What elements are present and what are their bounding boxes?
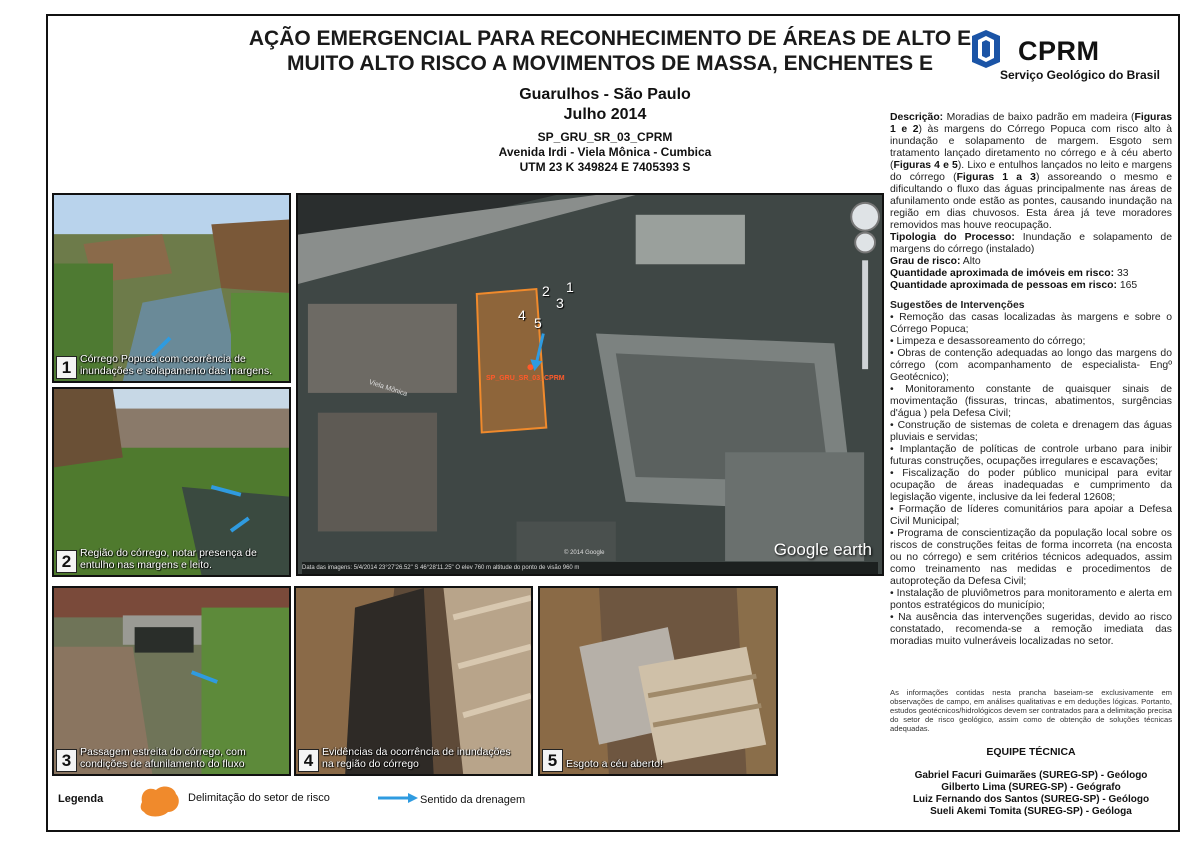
location-city: Guarulhos - São Paulo [519,86,691,103]
suggestion-item: • Monitoramento constante de quaisquer sinais de movimentação (fissuras, trincas, abatimentos, surgências d'água ) pela Defesa Civil; [890,384,1172,419]
team-member: Luiz Fernando dos Santos (SUREG-SP) - Geólogo [912,794,1150,805]
photo-5-scene [540,588,776,774]
disclaimer: As informações contidas nesta prancha baseiam-se exclusivamente em observações de campo, em análises qualitativas e em deduções lógicas. Portanto, estudos geotécnicos/hidrológicos devem ser contratados para a delimitação precisa do setor de risco geológico, assim como de obtenção de soluções técnicas adequadas. [890,688,1172,733]
satellite-map[interactable] [296,193,884,576]
street-label: Viela Mônica [367,378,409,399]
suggestion-item: • Limpeza e desassoreamento do córrego; [890,336,1086,347]
suggestion-item: • Fiscalização do poder público municipal para evitar ocupação de áreas inadequadas e cumprimento da legislação vigente, inclusive da lei federal 12608; [890,468,1172,503]
logo-subtitle: Serviço Geológico do Brasil [999,68,1160,82]
photo-1-number: 1 [56,356,77,379]
description-part-4: ) assoreando o mesmo e dificultando o fluxo das águas principalmente nas áreas de afunilamento onde estão as pontes, causando inundação na região em dias chuvosos. Esta área já teve moradores removidos mas houve reocupação. [890,172,1172,231]
map-label-2: 2 [542,283,550,299]
logo-text: CPRM [1018,36,1100,66]
map-label-1: 1 [566,279,574,295]
map-copyright: © 2014 Google [564,550,605,556]
grau-label: Grau de risco: [890,256,961,267]
team-member: Sueli Akemi Tomita (SUREG-SP) - Geóloga [930,806,1132,817]
suggestion-item: • Na ausência das intervenções sugeridas, devido ao risco constatado, recomenda-se a remoção imediata das moradias muito vulneráveis localizadas no setor. [890,612,1172,647]
photo-3-number: 3 [56,749,77,772]
tipologia-value: Inundação e solapamento de margens do córrego (instalado) [890,232,1172,255]
description-part-3: ). Lixo e entulhos lançados no leito e margens do córrego ( [890,160,1173,183]
grau-risco [890,256,1172,268]
grau-value: Alto [960,256,981,267]
suggestion-item: • Instalação de pluviômetros para monitoramento e alerta em pontos estratégicos do município; [890,588,1172,611]
suggestions-title: Sugestões de Intervenções [890,300,1025,311]
team-member: Gilberto Lima (SUREG-SP) - Geógrafo [941,782,1121,793]
map-label-3: 3 [556,295,564,311]
description-panel [890,112,1172,648]
photo-4-number: 4 [298,749,319,772]
legend-title: Legenda [58,793,104,805]
sector-code: SP_GRU_SR_03_CPRM [537,130,673,144]
pessoas-value: 165 [1116,280,1138,291]
suggestion-item: • Implantação de políticas de controle urbano para inibir futuras construções, ocupações irregulares e escavações; [890,444,1172,467]
team-member: Gabriel Facuri Guimarães (SUREG-SP) - Geólogo [914,770,1148,781]
imoveis-value: 33 [1114,268,1129,279]
photo-4-caption: Evidências da ocorrência de inundações na região do córrego [322,746,511,770]
tipologia [890,232,1172,256]
drainage-arrow-icon [378,792,418,804]
utm-coordinates: UTM 23 K 349824 E 7405393 S [519,160,691,174]
description-part-2: ) às margens do Córrego Popuca com risco alto à inundação e solapamento de margem. Esgoto sem tratamento lançado diretamento no córrego e à céu aberto ( [890,124,1172,171]
photo-4 [294,586,533,776]
risk-sector-shape-icon [138,782,182,820]
location-date: Julho 2014 [563,106,647,123]
pessoas-label: Quantidade aproximada de pessoas em risco: [890,280,1117,291]
photo-5-caption: Esgoto a céu aberto! [566,758,663,770]
team-list [890,770,1172,818]
photo-1-caption: Córrego Popuca com ocorrência de inundações e solapamento das margens. [80,353,273,377]
suggestion-item: • Remoção das casas localizadas às margens e sobre o Córrego Popuca; [890,312,1172,335]
pessoas-risco [890,280,1172,292]
page-title [240,26,980,76]
figures-4-5-ref: Figuras 4 e 5 [893,160,958,171]
suggestion-item: • Formação de líderes comunitários para apoiar a Defesa Civil Municipal; [890,504,1172,527]
team-title: EQUIPE TÉCNICA [986,746,1076,758]
suggestion-item: • Construção de sistemas de coleta e drenagem das águas pluviais e servidas; [890,420,1172,443]
photo-3-caption: Passagem estreita do córrego, com condições de afunilamento do fluxo [80,746,246,770]
description-label: Descrição: [890,112,944,123]
photo-2-number: 2 [56,550,77,573]
sector-code-label: SP_GRU_SR_03_CPRM [486,375,565,382]
description-text [890,112,1172,232]
title-line-1: AÇÃO EMERGENCIAL PARA RECONHECIMENTO DE ÁREAS DE ALTO E [248,27,972,50]
location-address: Avenida Irdi - Viela Mônica - Cumbica [498,145,712,159]
imoveis-risco [890,268,1172,280]
title-line-2: MUITO ALTO RISCO A MOVIMENTOS DE MASSA, ENCHENTES E [287,52,933,75]
map-label-4: 4 [518,307,526,323]
legend-sector-label: Delimitação do setor de risco [188,792,330,804]
map-attribution: Data das imagens: 5/4/2014 23°27'26.52" S 46°28'11.25" O elev 760 m altitude do ponto de visão 960 m [302,562,878,574]
legend-drainage-label: Sentido da drenagem [420,794,526,806]
figures-1-3-ref: Figuras 1 a 3 [956,172,1036,183]
photo-5-number: 5 [542,749,563,772]
description-part-1: Moradias de baixo padrão em madeira ( [943,112,1135,123]
photo-5 [538,586,778,776]
figures-1-2-ref: Figuras 1 e 2 [890,112,1172,135]
map-label-5: 5 [534,315,542,331]
photo-2-caption: Região do córrego, notar presença de entulho nas margens e leito. [80,547,257,571]
photo-3 [52,586,291,776]
imoveis-label: Quantidade aproximada de imóveis em risco: [890,268,1115,279]
suggestions-list [890,312,1172,648]
photo-1 [52,193,291,383]
photo-2 [52,387,291,577]
tipologia-label: Tipologia do Processo: [890,232,1015,243]
google-earth-logo: Google earth [773,540,872,559]
suggestion-item: • Obras de contenção adequadas ao longo das margens do córrego (com acompanhamento de especialista- Engº Geotécnico); [890,348,1172,383]
suggestion-item: • Programa de conscientização da população local sobre os riscos de construções feitas de forma incorreta (na encosta ou no córrego) e sem critérios técnicos adequados, assim como treinamento nas medidas e procedimentos de autoproteção da Defesa Civil; [890,528,1172,587]
